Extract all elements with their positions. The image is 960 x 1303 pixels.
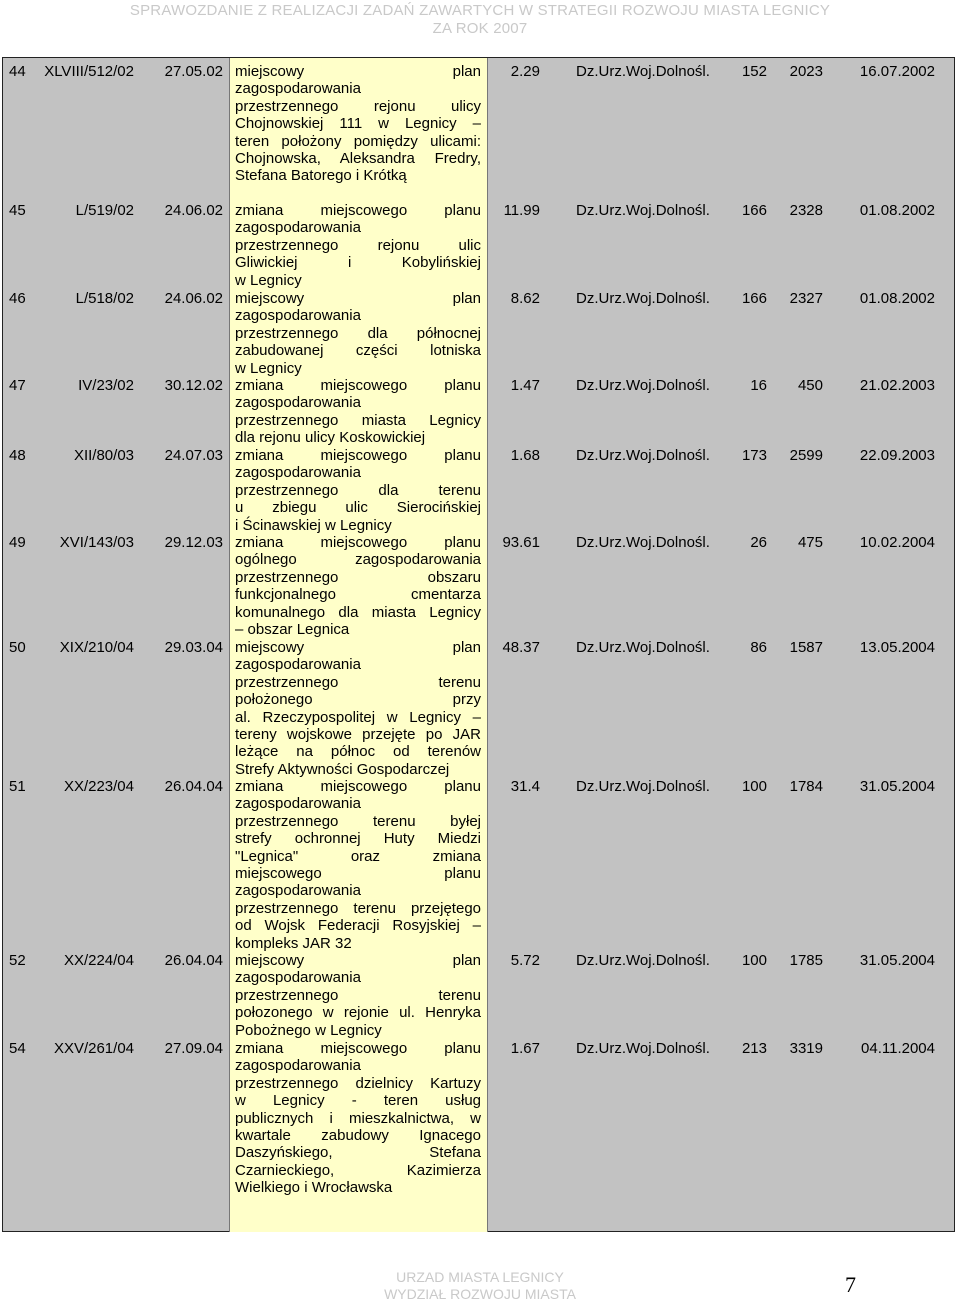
description-line: leżące na północ od terenów (235, 743, 481, 761)
number-cell: 3319 (789, 1040, 823, 1057)
description-line: miejscowy plan (235, 952, 481, 969)
description-line: Chojnowskiej 111 w Legnicy – (235, 115, 481, 133)
description-line: teren położony pomiędzy ulicami: (235, 132, 481, 150)
description-line: przestrzennego terenu byłej (235, 812, 481, 830)
date-cell: 26.04.04 (164, 778, 223, 795)
date-cell: 29.12.03 (164, 534, 223, 551)
area-cell: 93.61 (502, 534, 540, 551)
description-line: zagospodarowania (235, 80, 361, 98)
number-cell: 2023 (789, 63, 823, 80)
description-line: przestrzennego dla terenu (235, 481, 481, 499)
description-line: zagospodarowania (235, 795, 361, 813)
description-line: zagospodarowania (235, 656, 361, 674)
description-line: "Legnica" oraz zmiana (235, 847, 481, 865)
description-cell (235, 290, 481, 377)
description-line: zagospodarowania (235, 464, 361, 482)
description-line: zmiana miejscowego planu (235, 377, 481, 394)
publication-date-cell: 16.07.2002 (859, 63, 935, 80)
resolution-cell: XIX/210/04 (59, 639, 134, 656)
publication-date-cell: 10.02.2004 (859, 534, 935, 551)
description-line: – obszar Legnica (235, 621, 350, 639)
description-line: miejscowy plan (235, 639, 481, 656)
description-line: u zbiegu ulic Sierocińskiej (235, 499, 481, 517)
description-line: przestrzennego rejonu ulicy (235, 97, 481, 115)
number-cell: 1785 (789, 952, 823, 969)
description-line: zmiana miejscowego planu (235, 778, 481, 795)
header-line-2: ZA ROK 2007 (432, 20, 528, 37)
position-cell: 173 (741, 447, 767, 464)
table-top-border (2, 57, 955, 58)
publication-date-cell: 13.05.2004 (859, 639, 935, 656)
area-cell: 48.37 (502, 639, 540, 656)
date-cell: 30.12.02 (164, 377, 223, 394)
position-cell: 100 (741, 778, 767, 795)
number-cell: 2327 (789, 290, 823, 307)
description-cell (235, 377, 481, 447)
description-line: zmiana miejscowego planu (235, 534, 481, 551)
description-line: w Legnicy (235, 359, 302, 377)
journal-cell: Dz.Urz.Woj.Dolnośl. (576, 778, 710, 795)
description-cell (235, 639, 481, 778)
description-line: przestrzennego rejonu ulic (235, 236, 481, 254)
number-cell: 2328 (789, 202, 823, 219)
description-line: przestrzennego obszaru (235, 568, 481, 586)
description-line: przestrzennego terenu (235, 986, 481, 1004)
description-line: zmiana miejscowego planu (235, 1040, 481, 1057)
footer-line-2: WYDZIAŁ ROZWOJU MIASTA (384, 1286, 576, 1302)
description-line: zagospodarowania (235, 1057, 361, 1075)
number-cell: 1784 (789, 778, 823, 795)
date-cell: 27.05.02 (164, 63, 223, 80)
resolution-cell: XLVIII/512/02 (44, 63, 134, 80)
lp-cell: 49 (9, 534, 26, 551)
description-line: położonego przy (235, 691, 481, 709)
description-line: al. Rzeczypospolitej w Legnicy – (235, 708, 481, 726)
area-cell: 11.99 (503, 202, 540, 219)
publication-date-cell: 31.05.2004 (859, 952, 935, 969)
publication-date-cell: 01.08.2002 (859, 202, 935, 219)
publication-date-cell: 01.08.2002 (859, 290, 935, 307)
journal-cell: Dz.Urz.Woj.Dolnośl. (576, 534, 710, 551)
description-line: tereny wojskowe przejęte po JAR (235, 726, 481, 744)
description-line: funkcjonalnego cmentarza (235, 586, 481, 604)
journal-cell: Dz.Urz.Woj.Dolnośl. (576, 202, 710, 219)
description-line: zagospodarowania (235, 307, 361, 325)
number-cell: 2599 (789, 447, 823, 464)
column-divider (229, 57, 230, 1232)
area-cell: 1.47 (510, 377, 540, 394)
position-cell: 166 (741, 202, 767, 219)
position-cell: 100 (741, 952, 767, 969)
description-cell (235, 1040, 481, 1197)
resolution-cell: XX/223/04 (63, 778, 134, 795)
description-line: Stefana Batorego i Krótką (235, 167, 407, 185)
lp-cell: 48 (9, 447, 26, 464)
lp-cell: 44 (9, 63, 26, 80)
description-cell (235, 202, 481, 289)
journal-cell: Dz.Urz.Woj.Dolnośl. (576, 639, 710, 656)
position-cell: 26 (750, 534, 767, 551)
description-cell (235, 63, 481, 185)
position-cell: 86 (750, 639, 767, 656)
description-line: przestrzennego dzielnicy Kartuzy (235, 1074, 481, 1092)
resolution-cell: IV/23/02 (78, 377, 134, 394)
description-cell (235, 534, 481, 638)
page-header (0, 2, 960, 38)
date-cell: 27.09.04 (164, 1040, 223, 1057)
lp-cell: 50 (9, 639, 26, 656)
journal-cell: Dz.Urz.Woj.Dolnośl. (576, 290, 710, 307)
position-cell: 166 (741, 290, 767, 307)
footer-line-1: URZAD MIASTA LEGNICY (396, 1269, 564, 1285)
date-cell: 24.06.02 (164, 290, 223, 307)
description-line: zagospodarowania (235, 219, 361, 237)
description-line: Pobożnego w Legnicy (235, 1021, 382, 1039)
position-cell: 152 (741, 63, 767, 80)
description-line: w Legnicy (235, 271, 302, 289)
description-line: zmiana miejscowego planu (235, 447, 481, 464)
resolution-cell: L/519/02 (75, 202, 134, 219)
resolution-cell: XX/224/04 (63, 952, 134, 969)
page-footer (0, 1269, 960, 1303)
description-line: połozonego w rejonie ul. Henryka (235, 1004, 481, 1022)
date-cell: 26.04.04 (164, 952, 223, 969)
description-line: Strefy Aktywności Gospodarczej (235, 760, 450, 778)
description-line: przestrzennego dla północnej (235, 324, 481, 342)
publication-date-cell: 22.09.2003 (859, 447, 935, 464)
area-cell: 8.62 (510, 290, 540, 307)
date-cell: 29.03.04 (164, 639, 223, 656)
header-line-1: SPRAWOZDANIE Z REALIZACJI ZADAŃ ZAWARTYCH W STRATEGII ROZWOJU MIASTA LEGNICY (129, 2, 831, 19)
description-line: zabudowanej części lotniska (235, 342, 481, 360)
description-cell (235, 952, 481, 1039)
lp-cell: 54 (9, 1040, 26, 1057)
position-cell: 16 (750, 377, 767, 394)
description-line: Czarnieckiego, Kazimierza (235, 1161, 481, 1179)
description-line: Wielkiego i Wrocławska (235, 1179, 393, 1197)
description-line: ogólnego zagospodarowania (235, 551, 481, 569)
description-line: i Ścinawskiej w Legnicy (235, 516, 392, 534)
description-line: komunalnego dla miasta Legnicy (235, 603, 481, 621)
description-line: publicznych i mieszkalnictwa, w (235, 1109, 481, 1127)
journal-cell: Dz.Urz.Woj.Dolnośl. (576, 63, 710, 80)
resolution-cell: XII/80/03 (73, 447, 134, 464)
description-line: Gliwickiej i Kobylińskiej (235, 254, 481, 272)
lp-cell: 47 (9, 377, 26, 394)
description-line: miejscowy plan (235, 63, 481, 80)
description-line: przestrzennego terenu (235, 673, 481, 691)
lp-cell: 45 (9, 202, 26, 219)
description-line: Chojnowska, Aleksandra Fredry, (235, 150, 481, 168)
page-number: 7 (845, 1272, 856, 1297)
description-line: przestrzennego terenu przejętego (235, 899, 481, 917)
date-cell: 24.07.03 (164, 447, 223, 464)
description-line: Daszyńskiego, Stefana (235, 1144, 481, 1162)
resolution-cell: XXV/261/04 (53, 1040, 134, 1057)
description-line: miejscowego planu (235, 865, 481, 883)
description-line: kompleks JAR 32 (235, 934, 352, 952)
description-line: zagospodarowania (235, 882, 361, 900)
date-cell: 24.06.02 (164, 202, 223, 219)
area-cell: 5.72 (510, 952, 540, 969)
resolution-cell: XVI/143/03 (59, 534, 134, 551)
publication-date-cell: 21.02.2003 (859, 377, 935, 394)
description-line: strefy ochronnej Huty Miedzi (235, 830, 481, 848)
publication-date-cell: 31.05.2004 (859, 778, 935, 795)
journal-cell: Dz.Urz.Woj.Dolnośl. (576, 1040, 710, 1057)
area-cell: 2.29 (510, 63, 540, 80)
description-line: kwartale zabudowy Ignacego (235, 1127, 481, 1145)
description-line: zagospodarowania (235, 394, 361, 412)
lp-cell: 51 (9, 778, 26, 795)
position-cell: 213 (741, 1040, 767, 1057)
description-line: w Legnicy - teren usług (235, 1092, 481, 1110)
description-line: dla rejonu ulicy Koskowickiej (235, 429, 426, 447)
number-cell: 1587 (789, 639, 823, 656)
description-line: od Wojsk Federacji Rosyjskiej – (235, 917, 481, 935)
description-line: miejscowy plan (235, 290, 481, 307)
journal-cell: Dz.Urz.Woj.Dolnośl. (576, 952, 710, 969)
description-line: zmiana miejscowego planu (235, 202, 481, 219)
description-line: przestrzennego miasta Legnicy (235, 411, 481, 429)
resolution-cell: L/518/02 (75, 290, 134, 307)
description-cell (235, 778, 481, 952)
number-cell: 475 (797, 534, 823, 551)
lp-cell: 52 (9, 952, 26, 969)
journal-cell: Dz.Urz.Woj.Dolnośl. (576, 447, 710, 464)
area-cell: 31.4 (510, 778, 540, 795)
publication-date-cell: 04.11.2004 (861, 1040, 935, 1057)
journal-cell: Dz.Urz.Woj.Dolnośl. (576, 377, 710, 394)
area-cell: 1.67 (510, 1040, 540, 1057)
description-line: zagospodarowania (235, 969, 361, 987)
number-cell: 450 (797, 377, 823, 394)
area-cell: 1.68 (510, 447, 540, 464)
lp-cell: 46 (9, 290, 26, 307)
description-cell (235, 447, 481, 534)
